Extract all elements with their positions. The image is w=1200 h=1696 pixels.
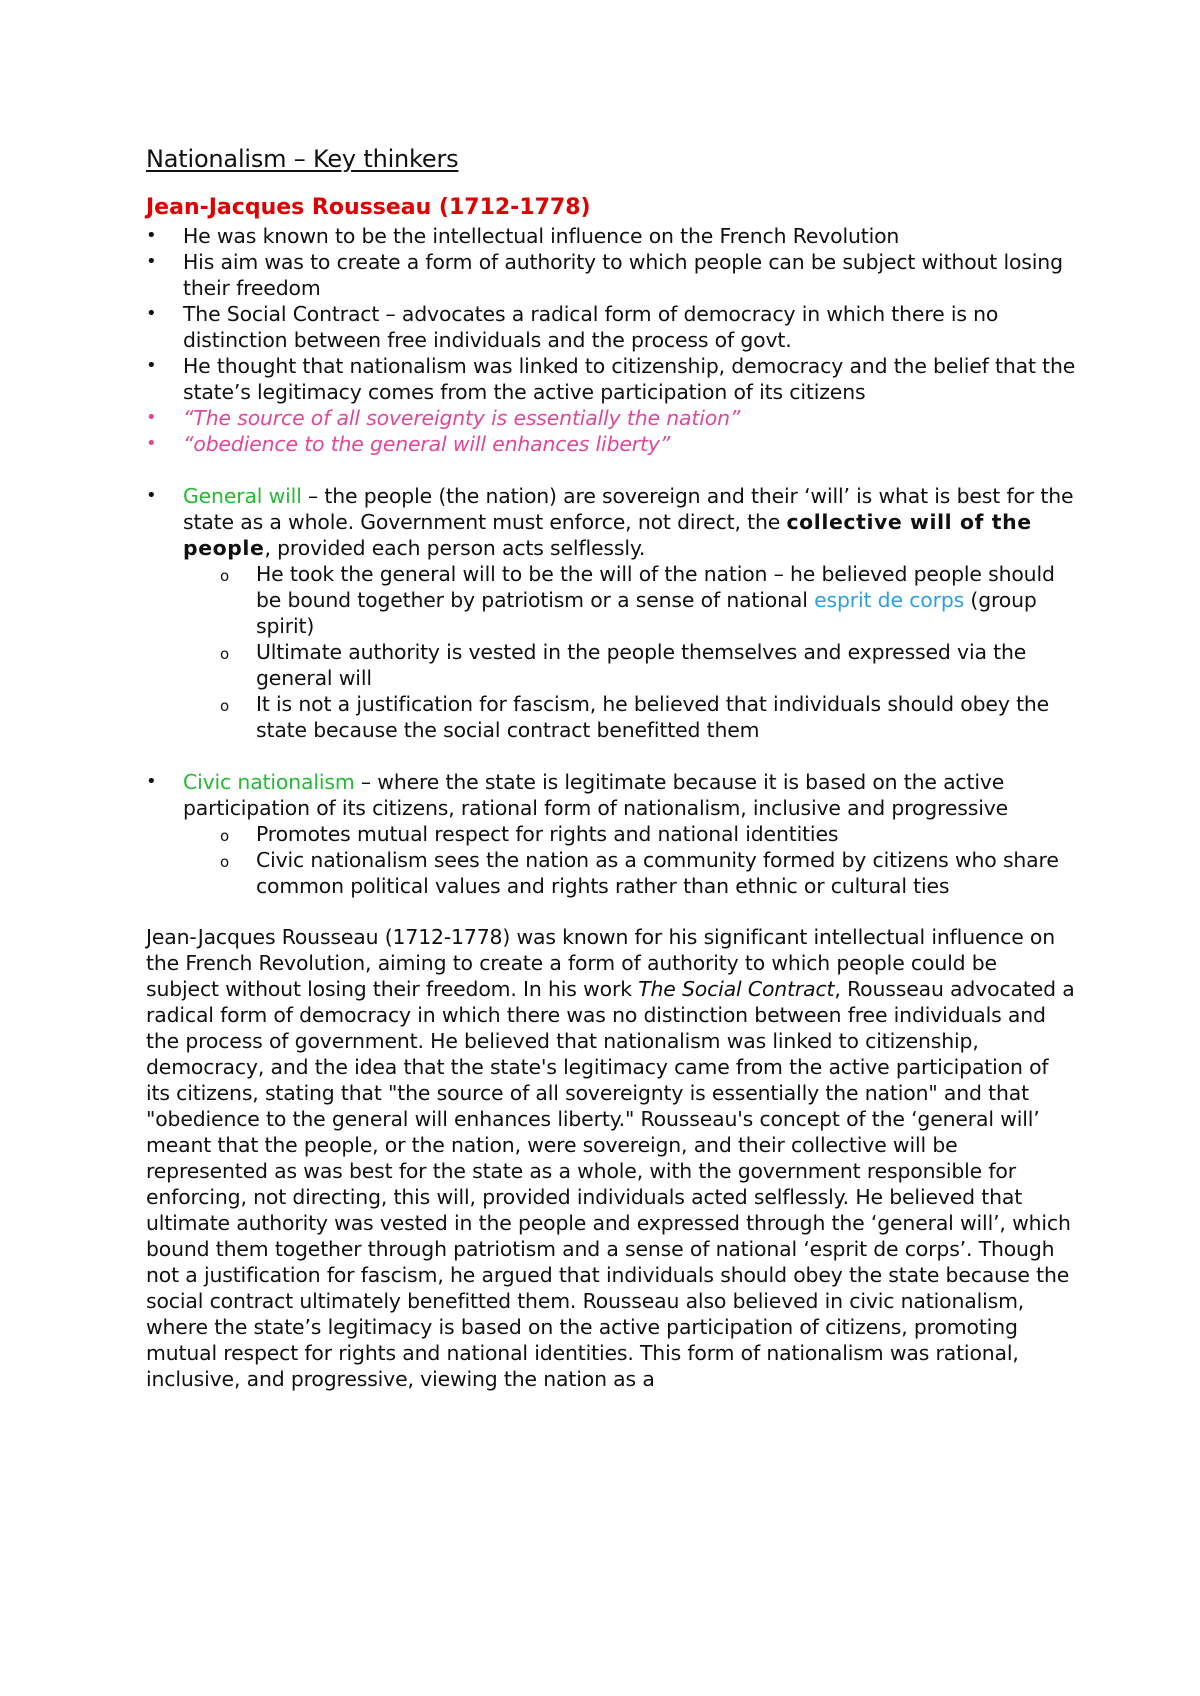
bullet-marker: • bbox=[146, 251, 157, 272]
civic-text: – where the state is legitimate because it is based on the active participation of its citizens, rational form of nationalism, inclusive and progressive bbox=[183, 770, 1009, 820]
paragraph-text: Jean-Jacques Rousseau (1712-1778) was known for his significant intellectual influence on the French Revolution, aiming to create a form of authority to which people could be subject without losing their freedom. In his work bbox=[146, 925, 1056, 1001]
work-title: The Social Contract bbox=[638, 977, 835, 1001]
sub-text: (group spirit) bbox=[256, 588, 1037, 638]
term-esprit-de-corps: esprit de corps bbox=[814, 588, 965, 612]
sub-bullet-marker: o bbox=[220, 567, 230, 585]
paragraph-text: , Rousseau advocated a radical form of democracy in which there was no distinction between free individuals and the process of government. He believed that nationalism was linked to citizenship, democracy, and the idea that the state's legitimacy came from the active participation of its citizens, stating that "the source of all sovereignty is essentially the nation" and that "obedience to the general will enhances liberty." Rousseau's concept of the ‘general will’ meant that the people, or the nation, were sovereign, and their collective will be represented as was best for the state as a whole, with the government responsible for enforcing, not directing, this will, provided individuals acted selflessly. He believed that ultimate authority was vested in the people and expressed through the ‘general will’, which bound them together through patriotism and a sense of national ‘esprit de corps’. Though not a justification for fascism, he argued that individuals should obey the state because the social contract ultimately benefitted them. Rousseau also believed in civic nationalism, where the state’s legitimacy is based on the active participation of citizens, promoting mutual respect for rights and national identities. This form of nationalism was rational, inclusive, and progressive, viewing the nation as a bbox=[146, 977, 1075, 1391]
quote-text: “The source of all sovereignty is essentially the nation” bbox=[183, 406, 741, 430]
general-will-text-b: , provided each person acts selflessly. bbox=[264, 536, 646, 560]
bullet-text: His aim was to create a form of authority to which people can be subject without losing their freedom bbox=[183, 250, 1063, 300]
bullet-marker: • bbox=[146, 355, 157, 376]
civic-nationalism-item bbox=[146, 769, 1076, 899]
document-page bbox=[146, 142, 1076, 1392]
bullet-text: He thought that nationalism was linked to citizenship, democracy and the belief that the state’s legitimacy comes from the active participation of its citizens bbox=[183, 354, 1076, 404]
list-item bbox=[146, 249, 1076, 301]
quote-item bbox=[146, 431, 1076, 457]
spacer bbox=[146, 743, 1076, 769]
general-will-sublist bbox=[183, 561, 1076, 743]
section-heading-rousseau: Jean-Jacques Rousseau (1712-1778) bbox=[146, 195, 591, 220]
list-item bbox=[146, 301, 1076, 353]
term-general-will: General will bbox=[183, 484, 302, 508]
civic-sublist bbox=[183, 821, 1076, 899]
quote-item bbox=[146, 405, 1076, 431]
sub-text: Civic nationalism sees the nation as a community formed by citizens who share common political values and rights rather than ethnic or cultural ties bbox=[256, 848, 1059, 898]
bullet-marker: • bbox=[146, 433, 157, 454]
sub-bullet-marker: o bbox=[220, 697, 230, 715]
quote-text: “obedience to the general will enhances liberty” bbox=[183, 432, 671, 456]
sub-text: Promotes mutual respect for rights and national identities bbox=[256, 822, 839, 846]
sub-list-item bbox=[183, 821, 1076, 847]
spacer bbox=[146, 457, 1076, 483]
bullet-marker: • bbox=[146, 225, 157, 246]
document-title: Nationalism – Key thinkers bbox=[146, 145, 459, 173]
sub-text: It is not a justification for fascism, he believed that individuals should obey the state because the social contract benefitted them bbox=[256, 692, 1050, 742]
sub-bullet-marker: o bbox=[220, 853, 230, 871]
sub-text: He took the general will to be the will of the nation – he believed people should be bound together by patriotism or a sense of national bbox=[256, 562, 1055, 612]
general-will-text-a: – the people (the nation) are sovereign and their ‘will’ is what is best for the state as a whole. Government must enforce, not direct, the bbox=[183, 484, 1074, 534]
bullet-marker: • bbox=[146, 303, 157, 324]
list-item bbox=[146, 353, 1076, 405]
sub-bullet-marker: o bbox=[220, 645, 230, 663]
general-will-item bbox=[146, 483, 1076, 743]
bullet-marker: • bbox=[146, 485, 157, 506]
collective-will-bold: collective will of the people bbox=[183, 510, 1032, 560]
bullet-text: He was known to be the intellectual influence on the French Revolution bbox=[183, 224, 900, 248]
sub-list-item bbox=[183, 561, 1076, 639]
sub-list-item bbox=[183, 639, 1076, 691]
sub-list-item bbox=[183, 847, 1076, 899]
term-civic-nationalism: Civic nationalism bbox=[183, 770, 355, 794]
bullet-text: The Social Contract – advocates a radical form of democracy in which there is no distinction between free individuals and the process of govt. bbox=[183, 302, 999, 352]
sub-text: Ultimate authority is vested in the people themselves and expressed via the general will bbox=[256, 640, 1027, 690]
list-item bbox=[146, 223, 1076, 249]
sub-list-item bbox=[183, 691, 1076, 743]
summary-paragraph bbox=[146, 924, 1076, 1392]
key-points-list bbox=[146, 223, 1076, 899]
bullet-marker: • bbox=[146, 771, 157, 792]
bullet-marker: • bbox=[146, 407, 157, 428]
sub-bullet-marker: o bbox=[220, 827, 230, 845]
